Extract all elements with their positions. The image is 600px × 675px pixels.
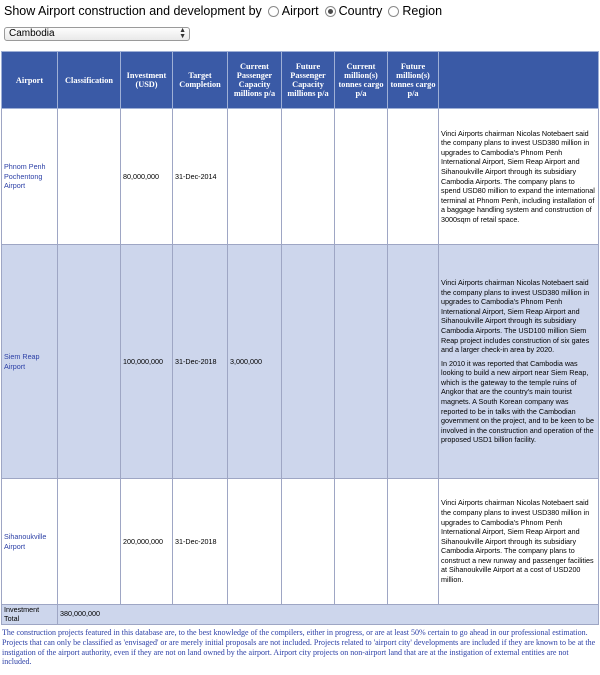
radio-airport-label[interactable]: Airport [281,4,319,18]
airport-link[interactable]: Phnom Penh Pochentong Airport [2,109,58,245]
airport-link[interactable]: Siem Reap Airport [2,245,58,479]
header-future-cargo: Future million(s) tonnes cargo p/a [388,52,439,109]
radio-region-label[interactable]: Region [402,4,443,18]
select-arrows-icon: ▲ ▼ [179,27,186,40]
airport-table [1,51,599,625]
description-text: Vinci Airports chairman Nicolas Notebaert said the company plans to invest USD380 million in upgrades to Cambodia's Phnom Penh International Airport, Siem Reap Airport and Sihanoukville Airport through its subsidiary Cambodia Airports. The company plans to construct a new runway and passenger facilities at Sihanoukville Airport at a cost of USD200 million. [441,498,594,585]
classification-cell [58,109,121,245]
future-passenger-cell [282,479,335,605]
header-classification: Classification [58,52,121,109]
current-cargo-cell [335,479,388,605]
filter-label: Show Airport construction and development by [4,4,262,18]
current-cargo-cell [335,245,388,479]
header-investment: Investment (USD) [121,52,173,109]
future-passenger-cell [282,245,335,479]
total-row [2,605,599,625]
current-passenger-cell: 3,000,000 [228,245,282,479]
current-passenger-cell [228,109,282,245]
table-row [2,245,599,479]
table-row [2,109,599,245]
header-target-completion: Target Completion [173,52,228,109]
classification-cell [58,479,121,605]
description-text: Vinci Airports chairman Nicolas Notebaert said the company plans to invest USD380 million in upgrades to Cambodia's Phnom Penh International Airport, Siem Reap Airport and Sihanoukville Airport through its subsidiary Cambodia Airports. The company plans to spend USD80 million to expand the international terminal at Phnom Penh, including installation of a baggage handling system and construction of 3000sqm of retail space. [441,128,595,224]
airport-link[interactable]: Sihanoukville Airport [2,479,58,605]
radio-country[interactable] [325,6,336,17]
header-description [439,52,599,109]
target-completion-cell: 31-Dec-2018 [173,479,228,605]
country-select[interactable] [4,27,190,41]
current-passenger-cell [228,479,282,605]
current-cargo-cell [335,109,388,245]
future-cargo-cell [388,109,439,245]
header-future-passenger: Future Passenger Capacity millions p/a [282,52,335,109]
investment-cell: 100,000,000 [121,245,173,479]
table-row [2,479,599,605]
radio-region[interactable] [388,6,399,17]
investment-cell: 80,000,000 [121,109,173,245]
description-cell [439,245,599,479]
future-passenger-cell [282,109,335,245]
investment-cell: 200,000,000 [121,479,173,605]
header-current-passenger: Current Passenger Capacity millions p/a [228,52,282,109]
country-select-value: Cambodia [9,28,55,39]
description-cell [439,109,599,245]
header-airport: Airport [2,52,58,109]
description-text: In 2010 it was reported that Cambodia was looking to build a new airport near Siem Reap, which is the gateway to the temple ruins of Angkor that are the country's main tourist magnets. A South Korean company was reported to be in talks with the Cambodian government on the project, and to be keen to be involved in the construction and operation of the proposed USD1 billion facility. [441,358,595,445]
table-header-row [2,52,599,109]
radio-airport[interactable] [268,6,279,17]
classification-cell [58,245,121,479]
filter-bar [4,2,442,20]
description-cell [439,479,599,605]
total-value: 380,000,000 [58,605,599,625]
total-label: Investment Total [2,605,58,625]
future-cargo-cell [388,479,439,605]
radio-country-label[interactable]: Country [338,4,383,18]
header-current-cargo: Current million(s) tonnes cargo p/a [335,52,388,109]
description-text: Vinci Airports chairman Nicolas Notebaert said the company plans to invest USD380 million in upgrades to Cambodia's Phnom Penh International Airport, Siem Reap Airport and Sihanoukville Airport through its subsidiary Cambodia Airports. The USD100 million Siem Reap project includes construction of six gates and a larger check-in area by 2020. [441,277,590,355]
footer-note: The construction projects featured in this database are, to the best knowledge of the compilers, either in progress, or are at least 50% certain to go ahead in our professional estimation. Projects that can only be classified as 'envisaged' or are merely initial proposals are not included. Projects related to 'airport city' developments are included if they are known to be at the instigation of the airport authority, even if they are not on land owned by the airport. Airport city projects on non-airport land that are at the instigation of external entities are not included. [2,628,596,667]
target-completion-cell: 31-Dec-2014 [173,109,228,245]
target-completion-cell: 31-Dec-2018 [173,245,228,479]
future-cargo-cell [388,245,439,479]
